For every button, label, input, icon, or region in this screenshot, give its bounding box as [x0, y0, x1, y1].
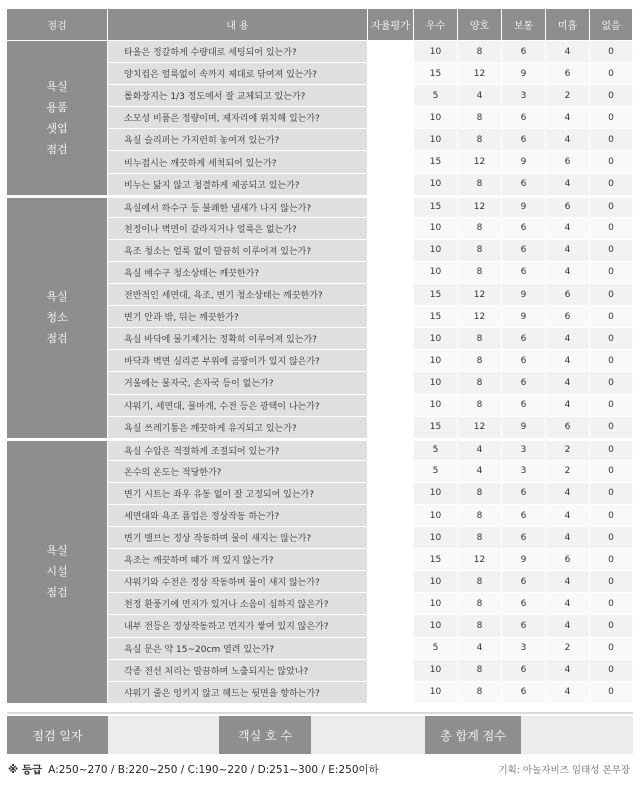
score-none[interactable]: 0	[590, 372, 633, 394]
check-item: 변기 밸브는 정상 작동하며 물이 새지는 않는가?	[108, 527, 368, 549]
check-item: 내부 전등은 정상작동하고 먼지가 쌓여 있지 않은가?	[108, 615, 368, 637]
check-item: 양치컵은 얼룩없이 속까지 제대로 닦여져 있는가?	[108, 63, 368, 85]
score-good[interactable]: 12	[458, 417, 502, 439]
score-none[interactable]: 0	[590, 218, 633, 240]
score-average[interactable]: 9	[502, 63, 546, 85]
check-item: 천정 환풍기에 먼지가 있거나 소음이 심하지 않은가?	[108, 593, 368, 615]
score-poor[interactable]: 6	[546, 306, 590, 328]
check-item: 욕조 청소는 얼룩 없이 말끔히 이루어져 있는가?	[108, 240, 368, 262]
self-evaluation-cell[interactable]	[368, 461, 414, 483]
score-good[interactable]: 8	[458, 372, 502, 394]
score-average[interactable]: 6	[502, 129, 546, 151]
score-average[interactable]: 6	[502, 218, 546, 240]
score-excellent[interactable]: 5	[414, 85, 458, 107]
score-good[interactable]: 4	[458, 638, 502, 660]
score-good[interactable]: 8	[458, 527, 502, 549]
score-good[interactable]: 8	[458, 129, 502, 151]
score-good[interactable]: 8	[458, 505, 502, 527]
grade-legend-mark: ※ 등급	[8, 763, 43, 776]
score-poor[interactable]: 4	[546, 107, 590, 129]
score-poor[interactable]: 4	[546, 174, 590, 196]
score-excellent[interactable]: 10	[414, 483, 458, 505]
score-none[interactable]: 0	[590, 129, 633, 151]
score-average[interactable]: 9	[502, 306, 546, 328]
score-poor[interactable]: 4	[546, 218, 590, 240]
score-average[interactable]: 6	[502, 240, 546, 262]
credit-text: 기획: 아놀자비즈 임태성 본부장	[498, 765, 630, 776]
score-none[interactable]: 0	[590, 350, 633, 372]
score-good[interactable]: 12	[458, 151, 502, 173]
score-poor[interactable]: 2	[546, 439, 590, 461]
check-item: 욕실 슬리퍼는 가지런히 놓여져 있는가?	[108, 129, 368, 151]
score-excellent[interactable]: 10	[414, 395, 458, 417]
score-good[interactable]: 4	[458, 439, 502, 461]
self-evaluation-cell[interactable]	[368, 107, 414, 129]
self-evaluation-cell[interactable]	[368, 571, 414, 593]
score-average[interactable]: 9	[502, 549, 546, 571]
score-average[interactable]: 6	[502, 660, 546, 682]
check-item: 욕실 쓰레기통은 깨끗하게 유지되고 있는가?	[108, 417, 368, 439]
score-poor[interactable]: 2	[546, 461, 590, 483]
score-excellent[interactable]: 5	[414, 439, 458, 461]
score-excellent[interactable]: 15	[414, 549, 458, 571]
score-average[interactable]: 6	[502, 527, 546, 549]
self-evaluation-cell[interactable]	[368, 593, 414, 615]
self-evaluation-cell[interactable]	[368, 527, 414, 549]
score-average[interactable]: 6	[502, 350, 546, 372]
score-average[interactable]: 3	[502, 638, 546, 660]
room-number-field[interactable]	[311, 716, 425, 754]
check-item: 온수의 온도는 적당한가?	[108, 461, 368, 483]
score-poor[interactable]: 4	[546, 350, 590, 372]
score-good[interactable]: 8	[458, 107, 502, 129]
score-average[interactable]: 6	[502, 41, 546, 63]
score-good[interactable]: 8	[458, 240, 502, 262]
score-poor[interactable]: 4	[546, 505, 590, 527]
score-excellent[interactable]: 5	[414, 461, 458, 483]
score-none[interactable]: 0	[590, 151, 633, 173]
check-item: 각종 전선 처리는 말끔하며 노출되지는 않았나?	[108, 660, 368, 682]
score-poor[interactable]: 4	[546, 395, 590, 417]
score-average[interactable]: 6	[502, 571, 546, 593]
score-none[interactable]: 0	[590, 85, 633, 107]
header-row	[7, 9, 633, 41]
score-good[interactable]: 8	[458, 395, 502, 417]
score-good[interactable]: 8	[458, 593, 502, 615]
score-average[interactable]: 6	[502, 593, 546, 615]
self-evaluation-cell[interactable]	[368, 395, 414, 417]
score-none[interactable]: 0	[590, 439, 633, 461]
score-none[interactable]: 0	[590, 395, 633, 417]
self-evaluation-cell[interactable]	[368, 350, 414, 372]
score-good[interactable]: 8	[458, 218, 502, 240]
score-excellent[interactable]: 10	[414, 505, 458, 527]
self-evaluation-cell[interactable]	[368, 549, 414, 571]
score-poor[interactable]: 4	[546, 328, 590, 350]
score-average[interactable]: 6	[502, 395, 546, 417]
score-poor[interactable]: 4	[546, 262, 590, 284]
score-poor[interactable]: 6	[546, 151, 590, 173]
score-average[interactable]: 6	[502, 174, 546, 196]
check-item: 비누접시는 깨끗하게 세척되어 있는가?	[108, 151, 368, 173]
self-evaluation-cell[interactable]	[368, 328, 414, 350]
header-category: 점검	[7, 9, 108, 41]
score-average[interactable]: 6	[502, 328, 546, 350]
self-evaluation-cell[interactable]	[368, 262, 414, 284]
score-excellent[interactable]: 15	[414, 63, 458, 85]
self-evaluation-cell[interactable]	[368, 505, 414, 527]
score-excellent[interactable]: 10	[414, 372, 458, 394]
score-excellent[interactable]: 15	[414, 306, 458, 328]
score-good[interactable]: 8	[458, 571, 502, 593]
score-none[interactable]: 0	[590, 682, 633, 704]
score-none[interactable]: 0	[590, 306, 633, 328]
score-average[interactable]: 9	[502, 417, 546, 439]
score-poor[interactable]: 6	[546, 284, 590, 306]
table-row	[7, 41, 633, 63]
score-excellent[interactable]: 10	[414, 262, 458, 284]
self-evaluation-cell[interactable]	[368, 417, 414, 439]
section-category: 욕실 용품 셋업 점검	[7, 41, 108, 196]
score-good[interactable]: 8	[458, 328, 502, 350]
score-average[interactable]: 9	[502, 151, 546, 173]
score-excellent[interactable]: 10	[414, 682, 458, 704]
score-average[interactable]: 3	[502, 461, 546, 483]
table-row	[7, 439, 633, 461]
score-good[interactable]: 4	[458, 461, 502, 483]
check-item: 비누는 닳지 않고 청결하게 제공되고 있는가?	[108, 174, 368, 196]
table-row	[7, 196, 633, 218]
score-none[interactable]: 0	[590, 196, 633, 218]
score-poor[interactable]: 4	[546, 593, 590, 615]
score-none[interactable]: 0	[590, 461, 633, 483]
inspection-date-label: 점검 일자	[7, 716, 108, 754]
score-excellent[interactable]: 10	[414, 174, 458, 196]
score-excellent[interactable]: 10	[414, 240, 458, 262]
header-content: 내 용	[108, 9, 368, 41]
check-item: 샤워기와 수전은 정상 작동하며 물이 새지 않는가?	[108, 571, 368, 593]
score-poor[interactable]: 4	[546, 615, 590, 637]
score-good[interactable]: 12	[458, 284, 502, 306]
score-average[interactable]: 6	[502, 505, 546, 527]
score-none[interactable]: 0	[590, 284, 633, 306]
score-excellent[interactable]: 15	[414, 417, 458, 439]
score-none[interactable]: 0	[590, 527, 633, 549]
score-excellent[interactable]: 10	[414, 107, 458, 129]
check-item: 욕실 문은 약 15~20cm 열려 있는가?	[108, 638, 368, 660]
self-evaluation-cell[interactable]	[368, 151, 414, 173]
check-item: 샤워기, 세면대, 물마개, 수전 등은 광택이 나는가?	[108, 395, 368, 417]
score-none[interactable]: 0	[590, 615, 633, 637]
score-none[interactable]: 0	[590, 505, 633, 527]
self-evaluation-cell[interactable]	[368, 682, 414, 704]
score-average[interactable]: 9	[502, 284, 546, 306]
check-item: 욕조는 깨끗하며 때가 껴 있지 않는가?	[108, 549, 368, 571]
score-good[interactable]: 8	[458, 350, 502, 372]
grade-legend-ranges: A:250~270 / B:220~250 / C:190~220 / D:251~300 / E:250이하	[48, 763, 379, 776]
score-excellent[interactable]: 10	[414, 350, 458, 372]
score-none[interactable]: 0	[590, 63, 633, 85]
score-excellent[interactable]: 10	[414, 527, 458, 549]
header-average: 보통	[502, 9, 546, 41]
score-none[interactable]: 0	[590, 549, 633, 571]
check-item: 샤워기 줄은 엉키지 않고 헤드는 뒷면을 향하는가?	[108, 682, 368, 704]
self-evaluation-cell[interactable]	[368, 129, 414, 151]
check-item: 세면대와 욕조 폼업은 정상작동 하는가?	[108, 505, 368, 527]
check-item: 타올은 정갈하게 수량대로 세팅되어 있는가?	[108, 41, 368, 63]
score-none[interactable]: 0	[590, 41, 633, 63]
score-average[interactable]: 3	[502, 439, 546, 461]
score-excellent[interactable]: 10	[414, 218, 458, 240]
score-poor[interactable]: 6	[546, 63, 590, 85]
grade-legend	[8, 760, 379, 778]
score-average[interactable]: 6	[502, 107, 546, 129]
self-evaluation-cell[interactable]	[368, 372, 414, 394]
check-item: 변기 시트는 좌우 유동 없이 잘 고정되어 있는가?	[108, 483, 368, 505]
score-good[interactable]: 8	[458, 483, 502, 505]
score-poor[interactable]: 4	[546, 660, 590, 682]
score-poor[interactable]: 4	[546, 483, 590, 505]
score-average[interactable]: 6	[502, 615, 546, 637]
self-evaluation-cell[interactable]	[368, 85, 414, 107]
score-poor[interactable]: 6	[546, 196, 590, 218]
self-evaluation-cell[interactable]	[368, 174, 414, 196]
total-score-label: 총 합계 점수	[425, 716, 521, 754]
score-good[interactable]: 8	[458, 41, 502, 63]
section-category: 욕실 청소 점검	[7, 196, 108, 439]
score-none[interactable]: 0	[590, 262, 633, 284]
inspection-date-field[interactable]	[108, 716, 219, 754]
score-poor[interactable]: 6	[546, 549, 590, 571]
score-none[interactable]: 0	[590, 328, 633, 350]
score-none[interactable]: 0	[590, 593, 633, 615]
score-average[interactable]: 6	[502, 483, 546, 505]
score-excellent[interactable]: 10	[414, 593, 458, 615]
check-item: 롤화장지는 1/3 정도에서 잘 교체되고 있는가?	[108, 85, 368, 107]
self-evaluation-cell[interactable]	[368, 638, 414, 660]
header-good: 양호	[458, 9, 502, 41]
score-none[interactable]: 0	[590, 660, 633, 682]
room-number-label: 객실 호 수	[219, 716, 311, 754]
score-excellent[interactable]: 5	[414, 638, 458, 660]
self-evaluation-cell[interactable]	[368, 439, 414, 461]
score-excellent[interactable]: 15	[414, 284, 458, 306]
section-category: 욕실 시설 점검	[7, 439, 108, 704]
self-evaluation-cell[interactable]	[368, 41, 414, 63]
score-average[interactable]: 9	[502, 196, 546, 218]
header-excellent: 우수	[414, 9, 458, 41]
check-item: 욕실 배수구 청소상태는 깨끗한가?	[108, 262, 368, 284]
self-evaluation-cell[interactable]	[368, 660, 414, 682]
check-item: 천정이나 벽면이 갈라지거나 얼룩은 없는가?	[108, 218, 368, 240]
score-poor[interactable]: 6	[546, 417, 590, 439]
self-evaluation-cell[interactable]	[368, 615, 414, 637]
score-good[interactable]: 12	[458, 306, 502, 328]
check-item: 욕실에서 하수구 등 불쾌한 냄새가 나지 않는가?	[108, 196, 368, 218]
score-poor[interactable]: 4	[546, 372, 590, 394]
self-evaluation-cell[interactable]	[368, 483, 414, 505]
score-poor[interactable]: 4	[546, 240, 590, 262]
self-evaluation-cell[interactable]	[368, 284, 414, 306]
score-good[interactable]: 12	[458, 549, 502, 571]
score-excellent[interactable]: 10	[414, 660, 458, 682]
score-excellent[interactable]: 10	[414, 129, 458, 151]
score-poor[interactable]: 4	[546, 41, 590, 63]
score-poor[interactable]: 2	[546, 638, 590, 660]
check-item: 소모성 비품은 정량이며, 제자리에 위치해 있는가?	[108, 107, 368, 129]
check-item: 바닥과 벽면 실리콘 부위에 곰팡이가 있지 않은가?	[108, 350, 368, 372]
score-excellent[interactable]: 10	[414, 571, 458, 593]
total-score-field[interactable]	[521, 716, 633, 754]
score-excellent[interactable]: 10	[414, 41, 458, 63]
score-none[interactable]: 0	[590, 571, 633, 593]
score-none[interactable]: 0	[590, 240, 633, 262]
score-none[interactable]: 0	[590, 174, 633, 196]
self-evaluation-cell[interactable]	[368, 240, 414, 262]
summary-bar	[7, 712, 633, 754]
score-excellent[interactable]: 15	[414, 151, 458, 173]
self-evaluation-cell[interactable]	[368, 218, 414, 240]
self-evaluation-cell[interactable]	[368, 63, 414, 85]
score-excellent[interactable]: 10	[414, 328, 458, 350]
check-item: 욕실 바닥에 물기제거는 정확히 이루어져 있는가?	[108, 328, 368, 350]
score-none[interactable]: 0	[590, 483, 633, 505]
score-good[interactable]: 12	[458, 63, 502, 85]
score-poor[interactable]: 4	[546, 527, 590, 549]
score-none[interactable]: 0	[590, 107, 633, 129]
header-self-evaluation: 자율평가	[368, 9, 414, 41]
check-item: 욕실 수압은 적절하게 조절되어 있는가?	[108, 439, 368, 461]
score-average[interactable]: 6	[502, 372, 546, 394]
score-none[interactable]: 0	[590, 417, 633, 439]
inspection-table	[7, 9, 633, 704]
score-none[interactable]: 0	[590, 638, 633, 660]
score-good[interactable]: 8	[458, 615, 502, 637]
header-poor: 미흡	[546, 9, 590, 41]
check-item: 전반적인 세면대, 욕조, 변기 청소상태는 깨끗한가?	[108, 284, 368, 306]
score-poor[interactable]: 4	[546, 682, 590, 704]
score-good[interactable]: 8	[458, 174, 502, 196]
score-average[interactable]: 6	[502, 262, 546, 284]
score-good[interactable]: 8	[458, 660, 502, 682]
score-average[interactable]: 6	[502, 682, 546, 704]
score-good[interactable]: 8	[458, 262, 502, 284]
self-evaluation-cell[interactable]	[368, 196, 414, 218]
score-excellent[interactable]: 15	[414, 196, 458, 218]
score-poor[interactable]: 4	[546, 129, 590, 151]
check-item: 거울에는 물자국, 손자국 등이 없는가?	[108, 372, 368, 394]
self-evaluation-cell[interactable]	[368, 306, 414, 328]
score-good[interactable]: 8	[458, 682, 502, 704]
score-poor[interactable]: 2	[546, 85, 590, 107]
score-good[interactable]: 4	[458, 85, 502, 107]
score-excellent[interactable]: 10	[414, 615, 458, 637]
score-poor[interactable]: 4	[546, 571, 590, 593]
header-none: 없음	[590, 9, 633, 41]
score-average[interactable]: 3	[502, 85, 546, 107]
score-good[interactable]: 12	[458, 196, 502, 218]
check-item: 변기 안과 밖, 뒤는 깨끗한가?	[108, 306, 368, 328]
